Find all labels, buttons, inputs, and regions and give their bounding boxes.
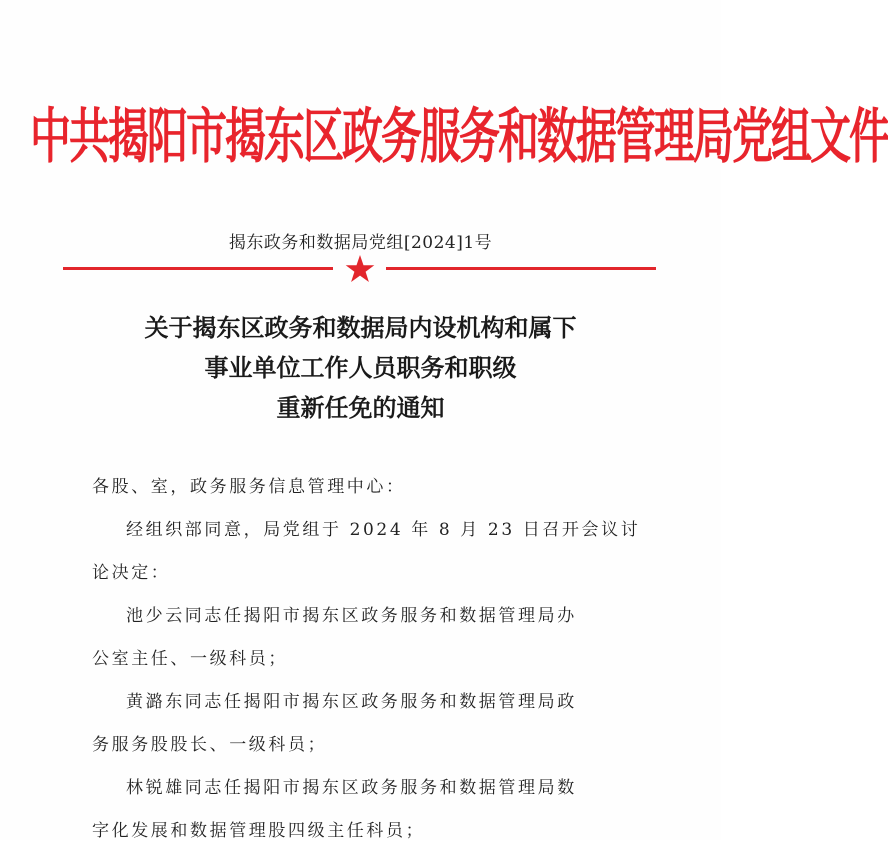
item-3-line-1: 林锐雄同志任揭阳市揭东区政务服务和数据管理局数 [126,778,577,798]
paragraph-1-line-1: 经组织部同意，局党组于 2024 年 8 月 23 日召开会议讨 [126,520,641,540]
title-line-3: 重新任免的通知 [276,394,445,422]
issuer-header-title: 中共揭阳市揭东区政务服务和数据管理局党组文件 [30,101,888,172]
red-divider-right [386,267,656,270]
document-title [60,308,661,428]
title-line-2: 事业单位工作人员职务和职级 [204,354,517,382]
paragraph-1-line-2: 论决定： [92,563,171,583]
item-2-line-1: 黄潞东同志任揭阳市揭东区政务服务和数据管理局政 [126,692,577,712]
item-2-line-2: 务服务股股长、一级科员； [92,735,328,755]
item-3-line-2: 字化发展和数据管理股四级主任科员； [92,821,426,841]
document-number: 揭东政务和数据局党组[2024]1号 [228,233,493,253]
item-1-line-2: 公室主任、一级科员； [92,649,288,669]
title-line-1: 关于揭东区政务和数据局内设机构和属下 [144,314,577,342]
red-divider-left [63,267,333,270]
salutation: 各股、室，政务服务信息管理中心： [92,477,406,497]
star-icon [340,249,380,289]
item-1-line-1: 池少云同志任揭阳市揭东区政务服务和数据管理局办 [126,606,577,626]
